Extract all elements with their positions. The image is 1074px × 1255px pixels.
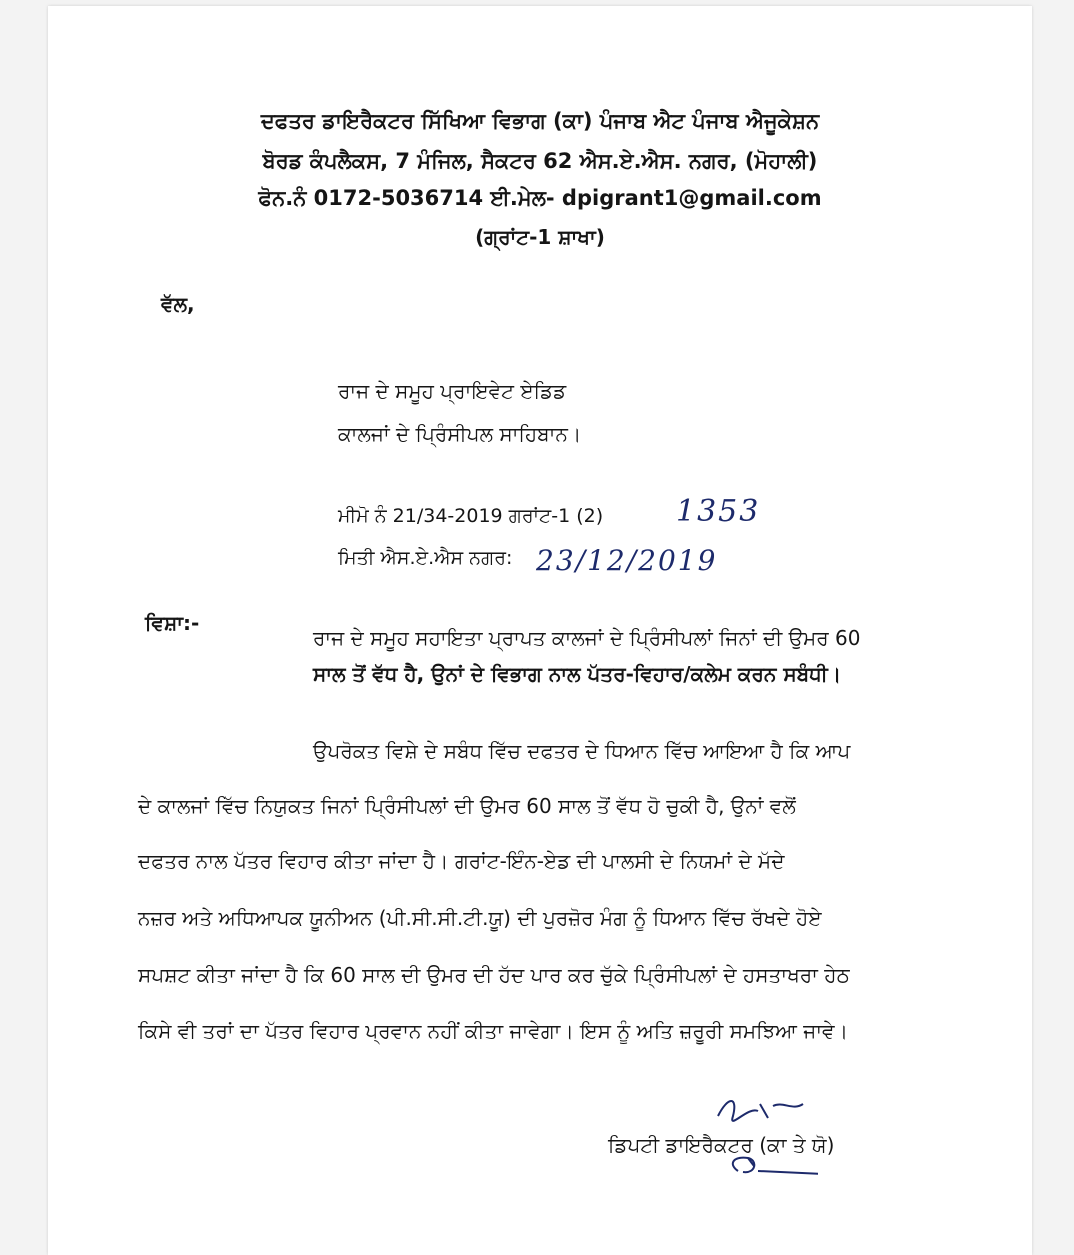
- body-line-3: ਦਫਤਰ ਨਾਲ ਪੱਤਰ ਵਿਹਾਰ ਕੀਤਾ ਜਾਂਦਾ ਹੈ। ਗਰਾਂਟ-ਇੰਨ-ਏਡ ਦੀ ਪਾਲਸੀ ਦੇ ਨਿਯਮਾਂ ਦੇ ਮੱਦੇ: [138, 849, 785, 873]
- subject-line-2: ਸਾਲ ਤੋਂ ਵੱਧ ਹੈ, ਉਨਾਂ ਦੇ ਵਿਭਾਗ ਨਾਲ ਪੱਤਰ-ਵਿਹਾਰ/ਕਲੇਮ ਕਰਨ ਸਬੰਧੀ।: [313, 662, 842, 686]
- header-contact-line: ਫੋਨ.ਨੰ 0172-5036714 ਈ.ਮੇਲ- dpigrant1@gmail.com: [258, 186, 822, 210]
- header-office-line: ਦਫਤਰ ਡਾਇਰੈਕਟਰ ਸਿੱਖਿਆ ਵਿਭਾਗ (ਕਾ) ਪੰਜਾਬ ਐਟ ਪੰਜਾਬ ਐਜੂਕੇਸ਼ਨ: [260, 109, 820, 133]
- body-line-2: ਦੇ ਕਾਲਜਾਂ ਵਿੱਚ ਨਿਯੁਕਤ ਜਿਨਾਂ ਪ੍ਰਿੰਸੀਪਲਾਂ ਦੀ ਉਮਰ 60 ਸਾਲ ਤੋਂ ਵੱਧ ਹੋ ਚੁਕੀ ਹੈ, ਉਨਾਂ ਵਲੋਂ: [138, 794, 796, 818]
- body-line-1: ਉਪਰੋਕਤ ਵਿਸ਼ੇ ਦੇ ਸਬੰਧ ਵਿੱਚ ਦਫਤਰ ਦੇ ਧਿਆਨ ਵਿੱਚ ਆਇਆ ਹੈ ਕਿ ਆਪ: [313, 739, 851, 763]
- header-branch-line: (ਗ੍ਰਾਂਟ-1 ਸ਼ਾਖਾ): [475, 225, 605, 249]
- subject-label: ਵਿਸ਼ਾ:-: [145, 611, 200, 635]
- handwritten-signature: [698, 1086, 818, 1176]
- memo-number-handwritten: 1353: [676, 494, 761, 529]
- to-label: ਵੱਲ,: [161, 292, 195, 316]
- document-page: [48, 6, 1032, 1255]
- body-line-5: ਸਪਸ਼ਟ ਕੀਤਾ ਜਾਂਦਾ ਹੈ ਕਿ 60 ਸਾਲ ਦੀ ਉਮਰ ਦੀ ਹੱਦ ਪਾਰ ਕਰ ਚੁੱਕੇ ਪ੍ਰਿੰਸੀਪਲਾਂ ਦੇ ਹਸਤਾਖਰਾ ਹੇਠ: [138, 963, 850, 987]
- body-line-4: ਨਜ਼ਰ ਅਤੇ ਅਧਿਆਪਕ ਯੂਨੀਅਨ (ਪੀ.ਸੀ.ਸੀ.ਟੀ.ਯੂ) ਦੀ ਪੁਰਜ਼ੋਰ ਮੰਗ ਨੂੰ ਧਿਆਨ ਵਿੱਚ ਰੱਖਦੇ ਹੋਏ: [138, 906, 822, 930]
- memo-date-label: ਮਿਤੀ ਐਸ.ਏ.ਐਸ ਨਗਰ:: [338, 547, 513, 569]
- body-line-6: ਕਿਸੇ ਵੀ ਤਰਾਂ ਦਾ ਪੱਤਰ ਵਿਹਾਰ ਪ੍ਰਵਾਨ ਨਹੀਂ ਕੀਤਾ ਜਾਵੇਗਾ। ਇਸ ਨੂੰ ਅਤਿ ਜ਼ਰੂਰੀ ਸਮਝਿਆ ਜਾਵੇ।: [138, 1019, 849, 1043]
- header-address-line: ਬੋਰਡ ਕੰਪਲੈਕਸ, 7 ਮੰਜਿਲ, ਸੈਕਟਰ 62 ਐਸ.ਏ.ਐਸ. ਨਗਰ, (ਮੋਹਾਲੀ): [262, 149, 818, 173]
- recipient-line-2: ਕਾਲਜਾਂ ਦੇ ਪ੍ਰਿੰਸੀਪਲ ਸਾਹਿਬਾਨ।: [338, 422, 582, 446]
- subject-line-1: ਰਾਜ ਦੇ ਸਮੂਹ ਸਹਾਇਤਾ ਪ੍ਰਾਪਤ ਕਾਲਜਾਂ ਦੇ ਪ੍ਰਿੰਸੀਪਲਾਂ ਜਿਨਾਂ ਦੀ ਉਮਰ 60: [313, 626, 861, 650]
- memo-number: ਮੀਮੋ ਨੰ 21/34-2019 ਗਰਾਂਟ-1 (2): [338, 505, 604, 527]
- signatory-designation: ਡਿਪਟੀ ਡਾਇਰੈਕਟਰ (ਕਾ ਤੇ ਯੋ): [608, 1133, 835, 1157]
- recipient-line-1: ਰਾਜ ਦੇ ਸਮੂਹ ਪ੍ਰਾਇਵੇਟ ਏਡਿਡ: [338, 379, 567, 403]
- memo-date-handwritten: 23/12/2019: [536, 544, 718, 577]
